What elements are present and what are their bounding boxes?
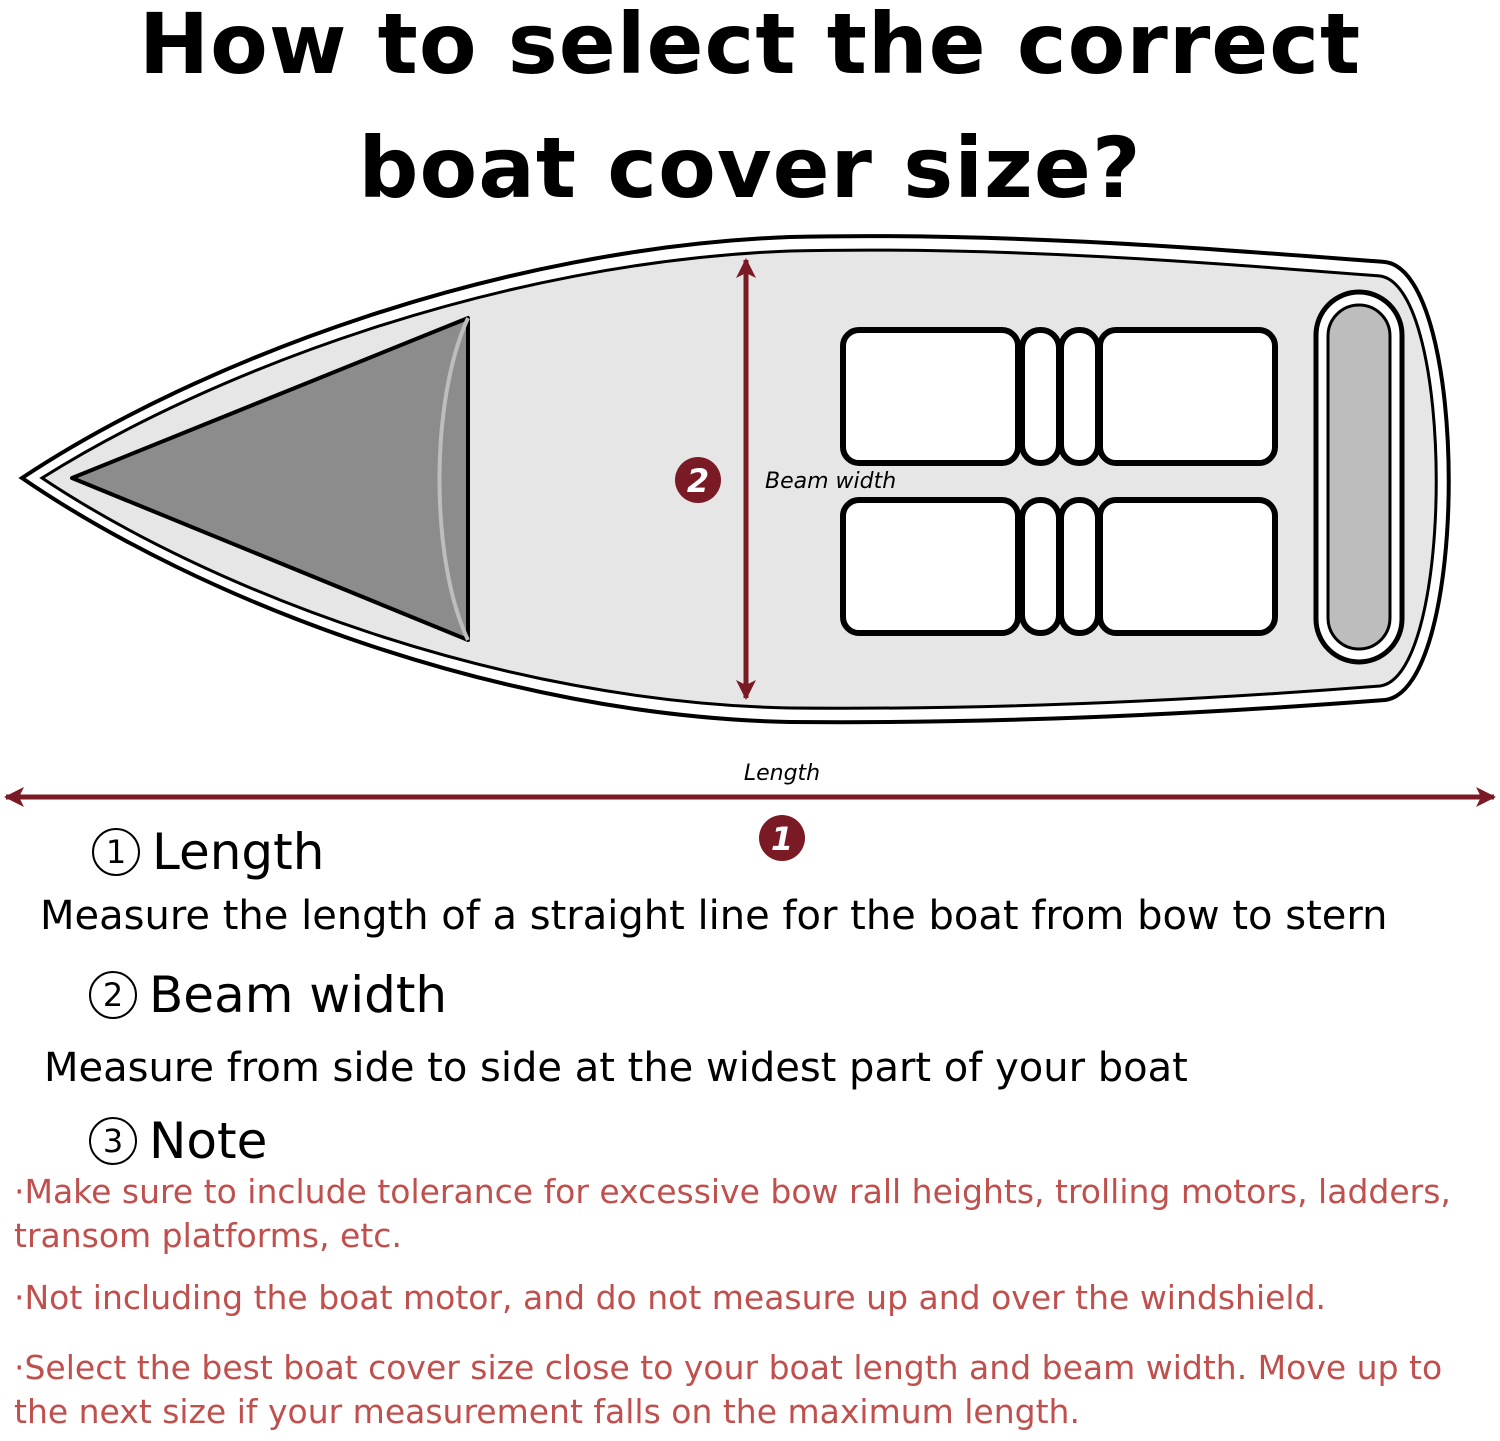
seat-top-left: [843, 330, 1018, 463]
page-title-line-1: How to select the correct: [138, 0, 1362, 93]
seat-top-right: [1100, 330, 1275, 463]
section-beam-text: Measure from side to side at the widest part of your boat: [44, 1045, 1188, 1091]
console-bottom-left: [1022, 500, 1059, 633]
note-item-2: ·Not including the boat motor, and do not measure up and over the windshield.: [14, 1278, 1327, 1317]
circled-number-2: 2: [89, 971, 137, 1019]
section-beam-title: Beam width: [149, 966, 448, 1024]
beam-width-label: Beam width: [765, 469, 897, 494]
seat-bottom-right: [1100, 500, 1275, 633]
section-length-text: Measure the length of a straight line for the boat from bow to stern: [40, 893, 1388, 939]
console-bottom-right: [1061, 500, 1098, 633]
note-item-1: ·Make sure to include tolerance for excessive bow rall heights, trolling motors, ladders, transom platforms, etc.: [14, 1172, 1451, 1255]
circled-number-1: 1: [92, 828, 140, 876]
section-length-heading: [92, 823, 325, 881]
length-label: Length: [743, 761, 821, 786]
console-top-left: [1022, 330, 1059, 463]
console-top-right: [1061, 330, 1098, 463]
section-note-title: Note: [149, 1112, 268, 1170]
length-badge-number: 1: [770, 820, 794, 858]
section-note-heading: [89, 1112, 268, 1170]
beam-width-badge-number: 2: [686, 462, 710, 500]
circled-number-3: 3: [89, 1117, 137, 1165]
page-title-line-2: boat cover size?: [358, 119, 1142, 217]
section-length-title: Length: [152, 823, 325, 881]
note-item-3: ·Select the best boat cover size close to your boat length and beam width. Move up to the next size if your measurement falls on the maximum length.: [14, 1348, 1443, 1431]
stern-pad-inner: [1328, 305, 1390, 649]
seat-bottom-left: [843, 500, 1018, 633]
section-beam-heading: [89, 966, 448, 1024]
